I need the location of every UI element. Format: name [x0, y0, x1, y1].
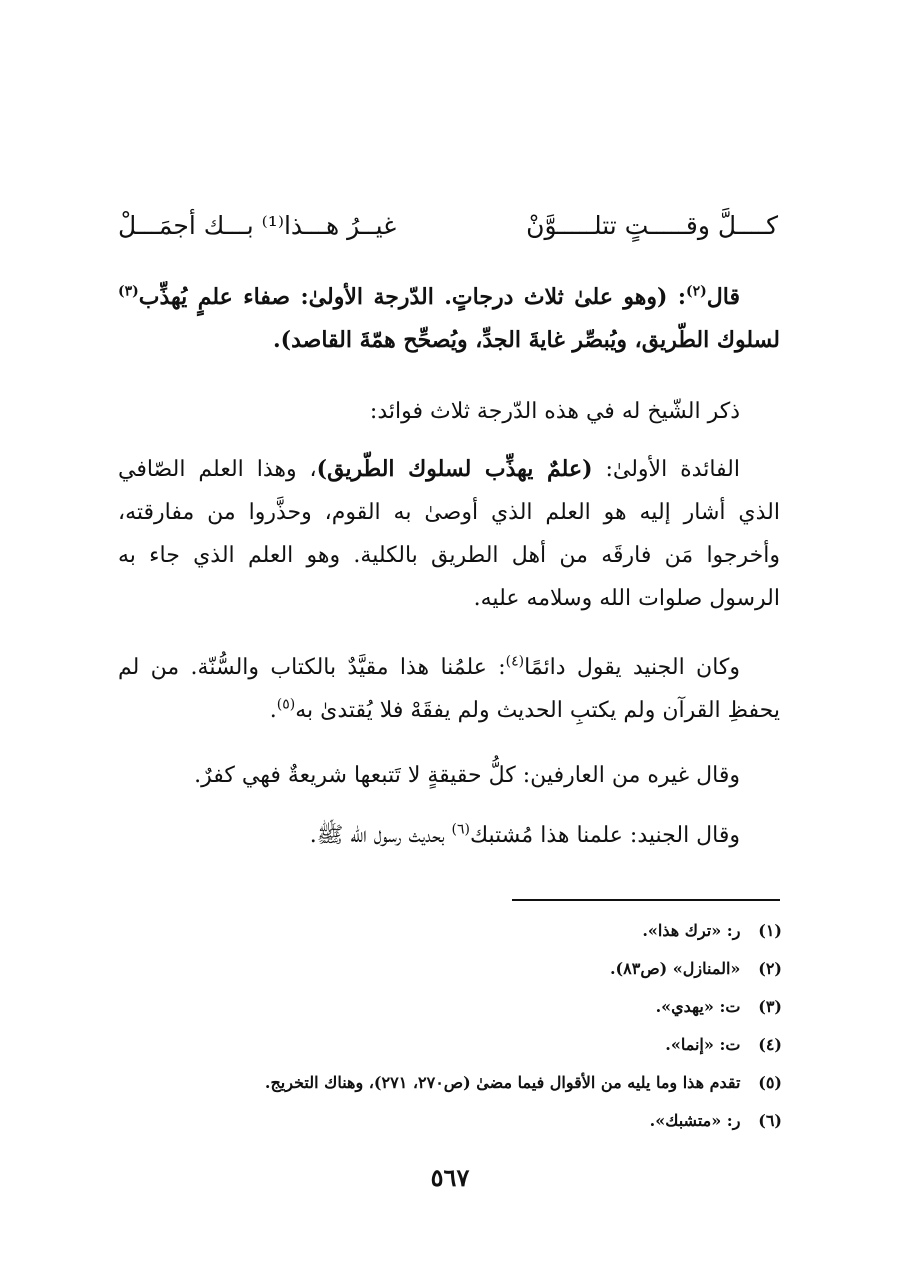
footnote-ref-6: (٦): [451, 821, 470, 838]
junayd-lead: وكان الجنيد يقول دائمًا: [524, 655, 740, 680]
benefit-quote: (علمٌ يهذِّب لسلوك الطّريق): [316, 456, 593, 482]
footnote-number: (٤): [758, 1035, 782, 1054]
footnote-ref-2: (٢): [686, 283, 707, 300]
footnote-number: (٥): [758, 1073, 782, 1092]
quote-text-cont: لسلوك الطّريق، ويُبصِّر غايةَ الجدِّ، ويُصحِّح همّةَ القاصد).: [273, 327, 780, 353]
footnote-ref-5: (٥): [276, 696, 296, 713]
footnote-6: [150, 1108, 782, 1134]
poetry-verse: [118, 206, 778, 246]
footnote-ref-4: (٤): [505, 653, 525, 670]
footnote-4: [150, 1032, 782, 1058]
footnote-text: ر: «ترك هذا».: [642, 921, 741, 940]
quote-text: : (وهو علىٰ ثلاث درجاتٍ. الدّرجة الأولىٰ: صفاء علمٍ يُهذِّب: [138, 284, 686, 310]
junayd-paragraph: [118, 646, 780, 732]
footnote-ref-3: (٣): [118, 283, 139, 300]
junayd-text: : علمُنا هذا مقيَّدٌ بالكتاب والسُّنّة. من لم يحفظِ القرآن ولم يكتبِ الحديث ولم يفقَهْ فلا يُقتدىٰ به: [118, 655, 780, 723]
arifin-paragraph: وقال غيره من العارفين: كلُّ حقيقةٍ لا تَتبعها شريعةٌ فهي كفرٌ.: [194, 763, 740, 788]
benefit-text: ، وهذا العلم الصّافي الذي أشار إليه هو العلم الذي أوصىٰ به القوم، وحذَّروا من مفارقته، وأخرجوا مَن فارقَه من أهل الطريق بالكلية. وهو العلم الذي جاء به الرسول صلوات الله وسلامه عليه.: [118, 457, 780, 611]
footnote-text: ر: «متشبك».: [649, 1111, 741, 1130]
junayd-end: .: [269, 698, 277, 723]
footnote-number: (٢): [758, 959, 782, 978]
intro-paragraph: ذكر الشّيخ له في هذه الدّرجة ثلاث فوائد:: [369, 399, 740, 424]
page-number: ٥٦٧: [430, 1163, 470, 1192]
verse-hemistich-right: كــــلَّ وقـــــتٍ تتلـــــوَّنْ: [526, 211, 778, 240]
footnote-separator: [512, 899, 780, 901]
footnote-3: [150, 994, 782, 1020]
footnote-text: تقدم هذا وما يليه من الأقوال فيما مضىٰ (ص٢٧٠، ٢٧١)، وهناك التخريج.: [264, 1073, 741, 1092]
benefit-lead: الفائدة الأولىٰ:: [592, 457, 740, 482]
footnote-number: (١): [758, 921, 782, 940]
quote-paragraph: [118, 276, 780, 362]
footnote-text: ت: «إنما».: [665, 1035, 741, 1054]
verse-hemistich-left: غيــرُ هـــذا⁽¹⁾ بـــك أجمَـــلْ: [118, 211, 397, 240]
junayd-second-paragraph: [118, 814, 780, 857]
footnote-1: [150, 918, 782, 944]
footnote-2: [150, 956, 782, 982]
first-benefit-paragraph: [118, 448, 780, 620]
junayd2-text: بحديث رسول الله ﷺ.: [309, 823, 452, 848]
footnote-text: ت: «يهدي».: [655, 997, 741, 1016]
junayd2-lead: وقال الجنيد: علمنا هذا مُشتبك: [469, 823, 740, 848]
footnote-number: (٣): [758, 997, 782, 1016]
footnote-number: (٦): [758, 1111, 782, 1130]
footnote-5: [150, 1070, 782, 1096]
footnote-text: «المنازل» (ص٨٣).: [609, 959, 741, 978]
said-label: قال: [706, 284, 740, 310]
